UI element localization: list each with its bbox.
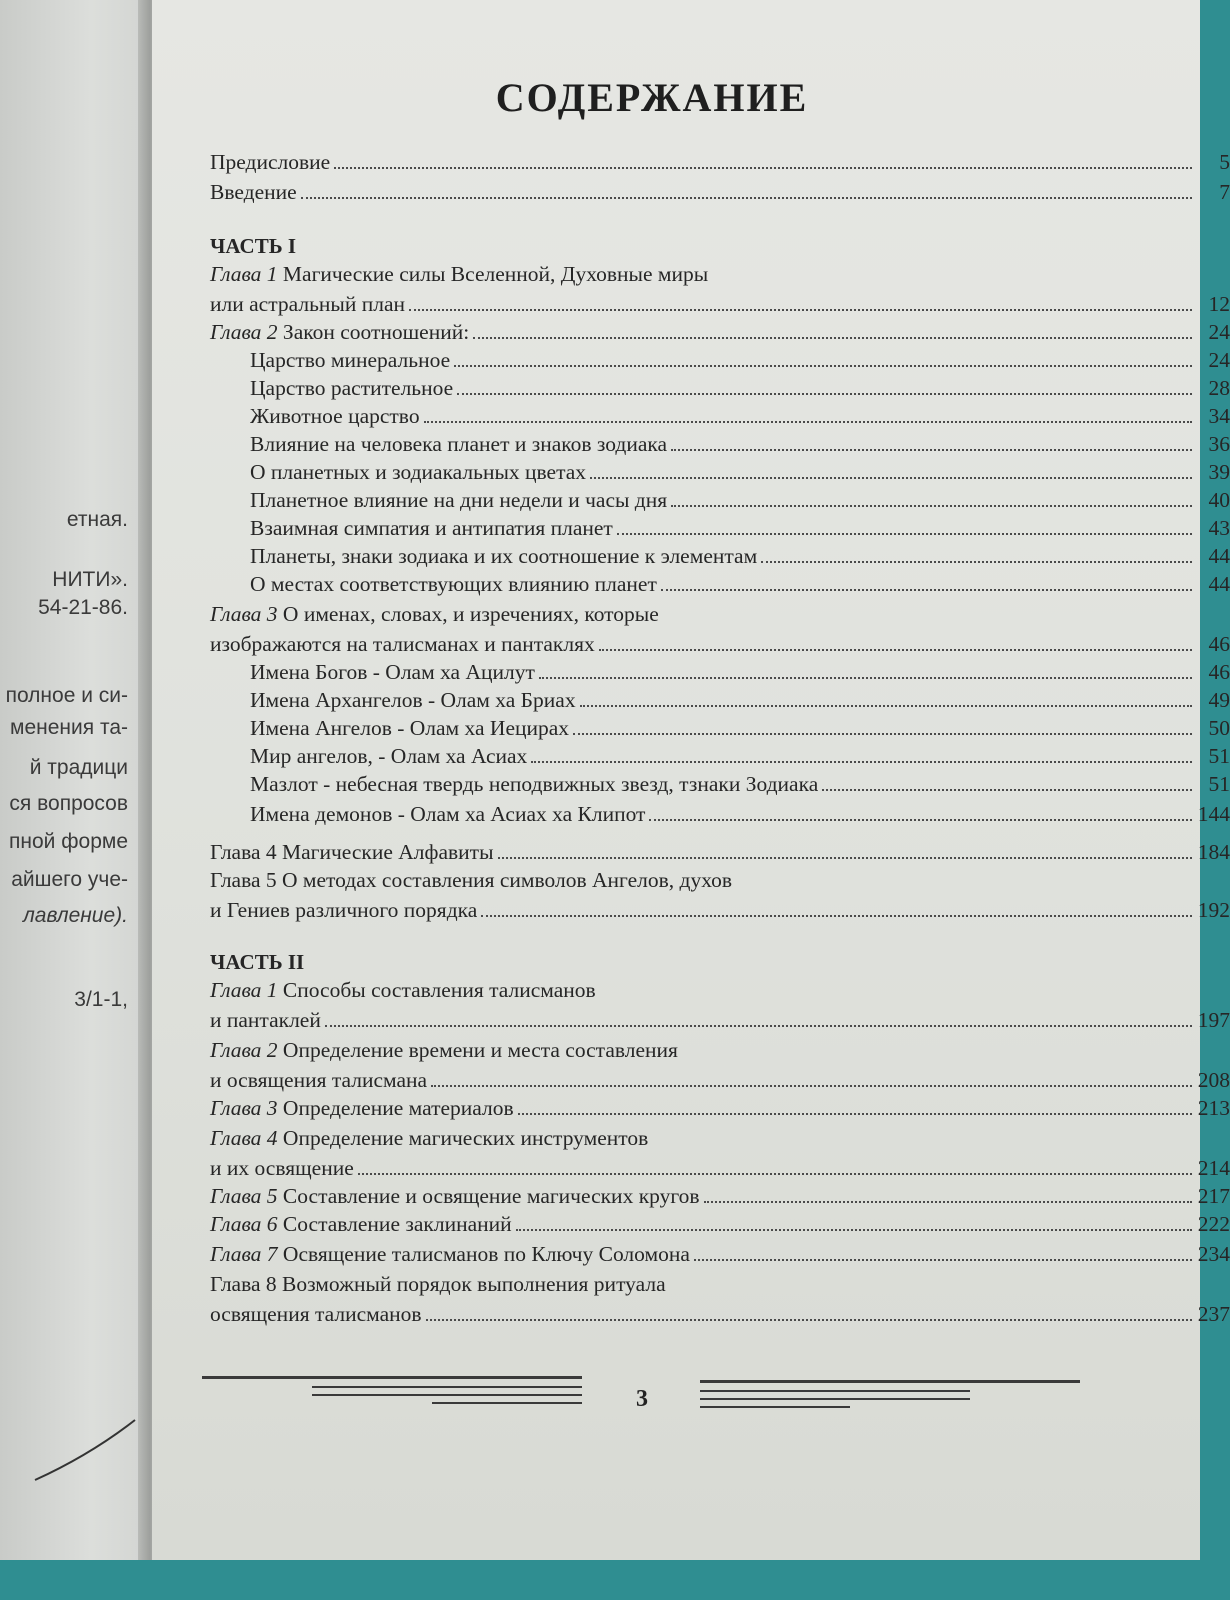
toc-subentry: Планетное влияние на дни недели и часы дня 40 bbox=[250, 488, 1230, 512]
toc-entry: Глава 2 Закон соотношений: 24 bbox=[210, 320, 1230, 344]
left-page-text: ся вопросов bbox=[9, 792, 128, 815]
toc-entry: Глава 4 Определение магических инструментов bbox=[210, 1126, 649, 1150]
left-page-text: й традици bbox=[29, 756, 128, 779]
toc-entry: Глава 3 Определение материалов 213 bbox=[210, 1096, 1230, 1120]
toc-entry: Глава 8 Возможный порядок выполнения ритуала bbox=[210, 1272, 666, 1296]
toc-subentry: Царство растительное 28 bbox=[250, 376, 1230, 400]
toc-subentry: Имена Архангелов - Олам ха Бриах 49 bbox=[250, 688, 1230, 712]
part-heading: ЧАСТЬ I bbox=[210, 234, 297, 258]
page-number: 3 bbox=[636, 1386, 648, 1412]
toc-entry: и пантаклей 197 bbox=[210, 1008, 1230, 1032]
left-page-text: 3/1-1, bbox=[74, 988, 128, 1011]
left-page-text: айшего уче- bbox=[11, 868, 128, 891]
toc-entry: Введение 7 bbox=[210, 180, 1230, 204]
left-page-text: НИТИ». bbox=[52, 568, 128, 591]
toc-entry: Глава 5 О методах составления символов Ангелов, духов bbox=[210, 868, 733, 892]
toc-entry: и освящения талисмана 208 bbox=[210, 1068, 1230, 1092]
page-title: СОДЕРЖАНИЕ bbox=[495, 75, 809, 120]
toc-entry: Предисловие 5 bbox=[210, 150, 1230, 174]
contents-page bbox=[152, 0, 1230, 1560]
toc-entry: или астральный план 12 bbox=[210, 292, 1230, 316]
toc-entry: Глава 1 Магические силы Вселенной, Духовные миры bbox=[210, 262, 709, 286]
toc-entry: Глава 1 Способы составления талисманов bbox=[210, 978, 596, 1002]
toc-subentry: Царство минеральное 24 bbox=[250, 348, 1230, 372]
toc-entry: Глава 5 Составление и освящение магических кругов 217 bbox=[210, 1184, 1230, 1208]
part-heading: ЧАСТЬ II bbox=[210, 950, 305, 974]
toc-subentry: Планеты, знаки зодиака и их соотношение к элементам 44 bbox=[250, 544, 1230, 568]
toc-entry: и их освящение 214 bbox=[210, 1156, 1230, 1180]
left-page-text: менения та- bbox=[10, 716, 128, 739]
pencil-mark bbox=[30, 1400, 140, 1490]
toc-entry: Глава 7 Освящение талисманов по Ключу Соломона 234 bbox=[210, 1242, 1230, 1266]
toc-entry: Глава 6 Составление заклинаний 222 bbox=[210, 1212, 1230, 1236]
left-page-text: лавление). bbox=[22, 904, 128, 927]
toc-subentry: Влияние на человека планет и знаков зодиака 36 bbox=[250, 432, 1230, 456]
toc-entry: Глава 4 Магические Алфавиты 184 bbox=[210, 840, 1230, 864]
toc-entry: Глава 2 Определение времени и места составления bbox=[210, 1038, 678, 1062]
left-page-text: полное и си- bbox=[5, 684, 128, 707]
toc-entry: и Гениев различного порядка 192 bbox=[210, 898, 1230, 922]
toc-entry: освящения талисманов 237 bbox=[210, 1302, 1230, 1326]
toc-subentry: Имена Богов - Олам ха Ацилут 46 bbox=[250, 660, 1230, 684]
left-page-text: етная. bbox=[66, 508, 128, 531]
toc-subentry: Мир ангелов, - Олам ха Асиах 51 bbox=[250, 744, 1230, 768]
toc-subentry: Имена Ангелов - Олам ха Иецирах 50 bbox=[250, 716, 1230, 740]
left-page-text: пной форме bbox=[9, 830, 128, 853]
toc-entry: изображаются на талисманах и пантаклях 46 bbox=[210, 632, 1230, 656]
toc-subentry: Имена демонов - Олам ха Асиах ха Клипот 144 bbox=[250, 802, 1230, 826]
toc-subentry: Взаимная симпатия и антипатия планет 43 bbox=[250, 516, 1230, 540]
left-page-text: 54-21-86. bbox=[38, 596, 128, 619]
toc-subentry: О местах соответствующих влиянию планет 44 bbox=[250, 572, 1230, 596]
toc-subentry: О планетных и зодиакальных цветах 39 bbox=[250, 460, 1230, 484]
toc-subentry: Мазлот - небесная твердь неподвижных звезд, тзнаки Зодиака 51 bbox=[250, 772, 1230, 796]
toc-subentry: Животное царство 34 bbox=[250, 404, 1230, 428]
toc-entry: Глава 3 О именах, словах, и изречениях, которые bbox=[210, 602, 659, 626]
left-page bbox=[0, 0, 152, 1560]
